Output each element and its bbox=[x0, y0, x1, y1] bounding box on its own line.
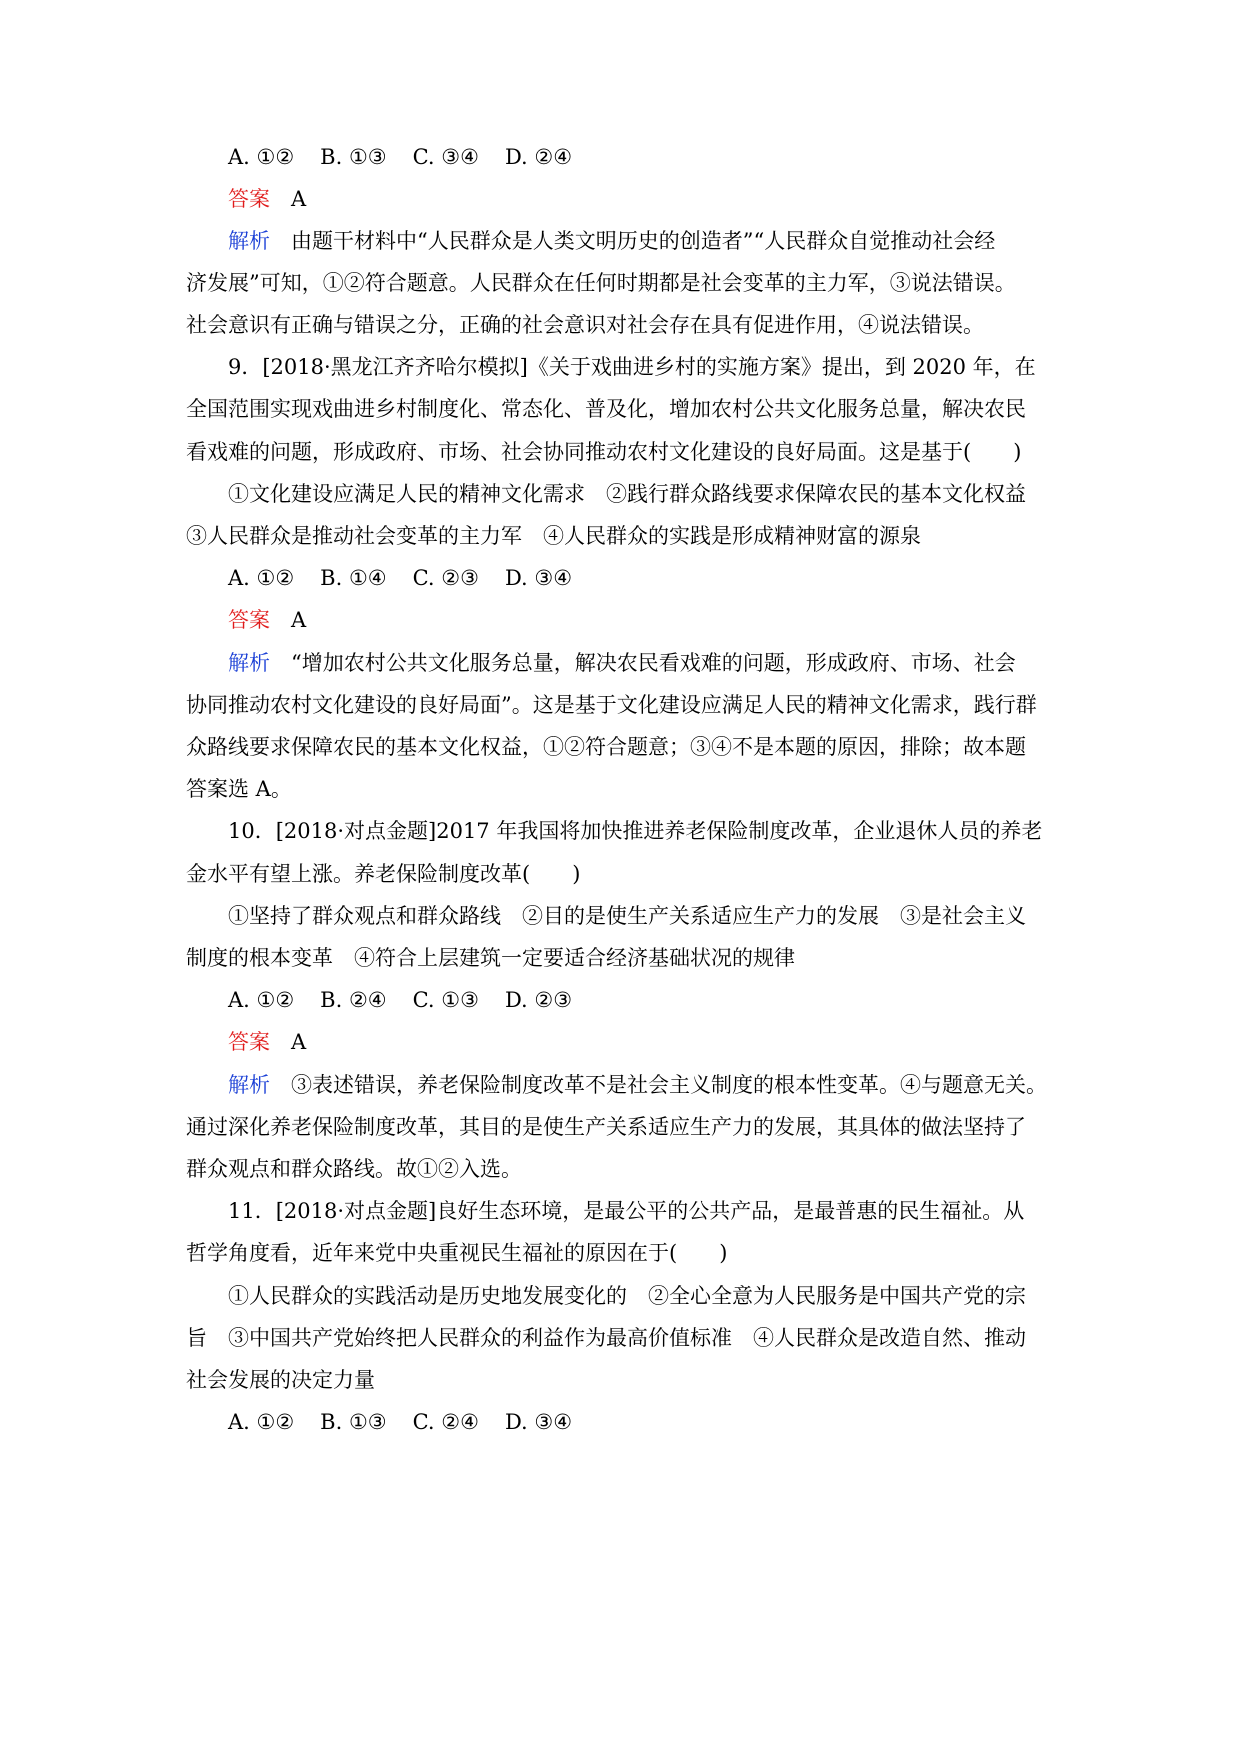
q11-stem: 11．[2018·对点金题]良好生态环境，是最公平的公共产品，是最普惠的民生福祉。从 bbox=[228, 1199, 1025, 1223]
answer-label: 答案 bbox=[228, 1030, 270, 1054]
q9-items: ③人民群众是推动社会变革的主力军 ④人民群众的实践是形成精神财富的源泉 bbox=[186, 524, 921, 548]
q10-items: ①坚持了群众观点和群众路线 ②目的是使生产关系适应生产力的发展 ③是社会主义 bbox=[228, 904, 1026, 928]
option-c: C. ②③ bbox=[412, 566, 479, 590]
option-a: A. ①② bbox=[228, 566, 295, 590]
option-c: C. ①③ bbox=[412, 988, 479, 1012]
q10-answer bbox=[186, 1027, 1108, 1057]
option-c: C. ②④ bbox=[412, 1410, 479, 1434]
q9-stem: 全国范围实现戏曲进乡村制度化、常态化、普及化，增加农村公共文化服务总量，解决农民 bbox=[186, 397, 1026, 421]
q10-analysis-line: 解析 ③表述错误，养老保险制度改革不是社会主义制度的根本性变革。④与题意无关。 bbox=[228, 1073, 1047, 1097]
q8-options bbox=[186, 142, 1108, 172]
option-a: A. ①② bbox=[228, 1410, 295, 1434]
answer-value: A bbox=[291, 608, 307, 632]
answer-label: 答案 bbox=[228, 187, 270, 211]
option-b: B. ①③ bbox=[320, 1410, 387, 1434]
q9-analysis-line: 解析 “增加农村公共文化服务总量，解决农民看戏难的问题，形成政府、市场、社会 bbox=[228, 651, 1016, 675]
option-b: B. ①③ bbox=[320, 145, 387, 169]
answer-value: A bbox=[291, 187, 307, 211]
q11-stem: 哲学角度看，近年来党中央重视民生福祉的原因在于( ) bbox=[186, 1241, 728, 1265]
q10-analysis-line: 群众观点和群众路线。故①②入选。 bbox=[186, 1157, 522, 1181]
option-b: B. ②④ bbox=[320, 988, 387, 1012]
q8-answer bbox=[186, 184, 1108, 214]
q9-options bbox=[186, 563, 1108, 593]
q10-stem: 金水平有望上涨。养老保险制度改革( ) bbox=[186, 862, 581, 886]
q8-analysis-line: 解析 由题干材料中“人民群众是人类文明历史的创造者”“人民群众自觉推动社会经 bbox=[228, 229, 996, 253]
analysis-label: 解析 bbox=[228, 229, 270, 253]
option-d: D. ③④ bbox=[504, 1410, 573, 1434]
option-d: D. ②④ bbox=[504, 145, 573, 169]
option-b: B. ①④ bbox=[320, 566, 387, 590]
q11-items: 社会发展的决定力量 bbox=[186, 1368, 375, 1392]
q9-analysis-line: 答案选 A。 bbox=[186, 777, 292, 801]
q10-stem: 10．[2018·对点金题]2017 年我国将加快推进养老保险制度改革，企业退休人员的养老 bbox=[228, 819, 1043, 843]
option-a: A. ①② bbox=[228, 988, 295, 1012]
option-d: D. ②③ bbox=[504, 988, 573, 1012]
q9-answer bbox=[186, 605, 1108, 635]
option-a: A. ①② bbox=[228, 145, 295, 169]
q10-options bbox=[186, 985, 1108, 1015]
answer-value: A bbox=[291, 1030, 307, 1054]
q9-stem: 看戏难的问题，形成政府、市场、社会协同推动农村文化建设的良好局面。这是基于( ) bbox=[186, 440, 1022, 464]
q8-analysis-line: 济发展”可知，①②符合题意。人民群众在任何时期都是社会变革的主力军，③说法错误。 bbox=[186, 271, 1016, 295]
q10-analysis-line: 通过深化养老保险制度改革，其目的是使生产关系适应生产力的发展，其具体的做法坚持了 bbox=[186, 1115, 1026, 1139]
analysis-label: 解析 bbox=[228, 651, 270, 675]
q9-analysis-line: 众路线要求保障农民的基本文化权益，①②符合题意；③④不是本题的原因，排除；故本题 bbox=[186, 735, 1026, 759]
option-c: C. ③④ bbox=[412, 145, 479, 169]
q10-items: 制度的根本变革 ④符合上层建筑一定要适合经济基础状况的规律 bbox=[186, 946, 795, 970]
answer-label: 答案 bbox=[228, 608, 270, 632]
analysis-label: 解析 bbox=[228, 1073, 270, 1097]
q11-options bbox=[186, 1407, 1108, 1437]
q11-items: ①人民群众的实践活动是历史地发展变化的 ②全心全意为人民服务是中国共产党的宗 bbox=[228, 1284, 1026, 1308]
q9-items: ①文化建设应满足人民的精神文化需求 ②践行群众路线要求保障农民的基本文化权益 bbox=[228, 482, 1026, 506]
q9-analysis-line: 协同推动农村文化建设的良好局面”。这是基于文化建设应满足人民的精神文化需求，践行群 bbox=[186, 693, 1037, 717]
q11-items: 旨 ③中国共产党始终把人民群众的利益作为最高价值标准 ④人民群众是改造自然、推动 bbox=[186, 1326, 1026, 1350]
q8-analysis-line: 社会意识有正确与错误之分，正确的社会意识对社会存在具有促进作用，④说法错误。 bbox=[186, 313, 984, 337]
option-d: D. ③④ bbox=[504, 566, 573, 590]
q9-stem: 9．[2018·黑龙江齐齐哈尔模拟]《关于戏曲进乡村的实施方案》提出，到 2020 年，在 bbox=[228, 355, 1036, 379]
